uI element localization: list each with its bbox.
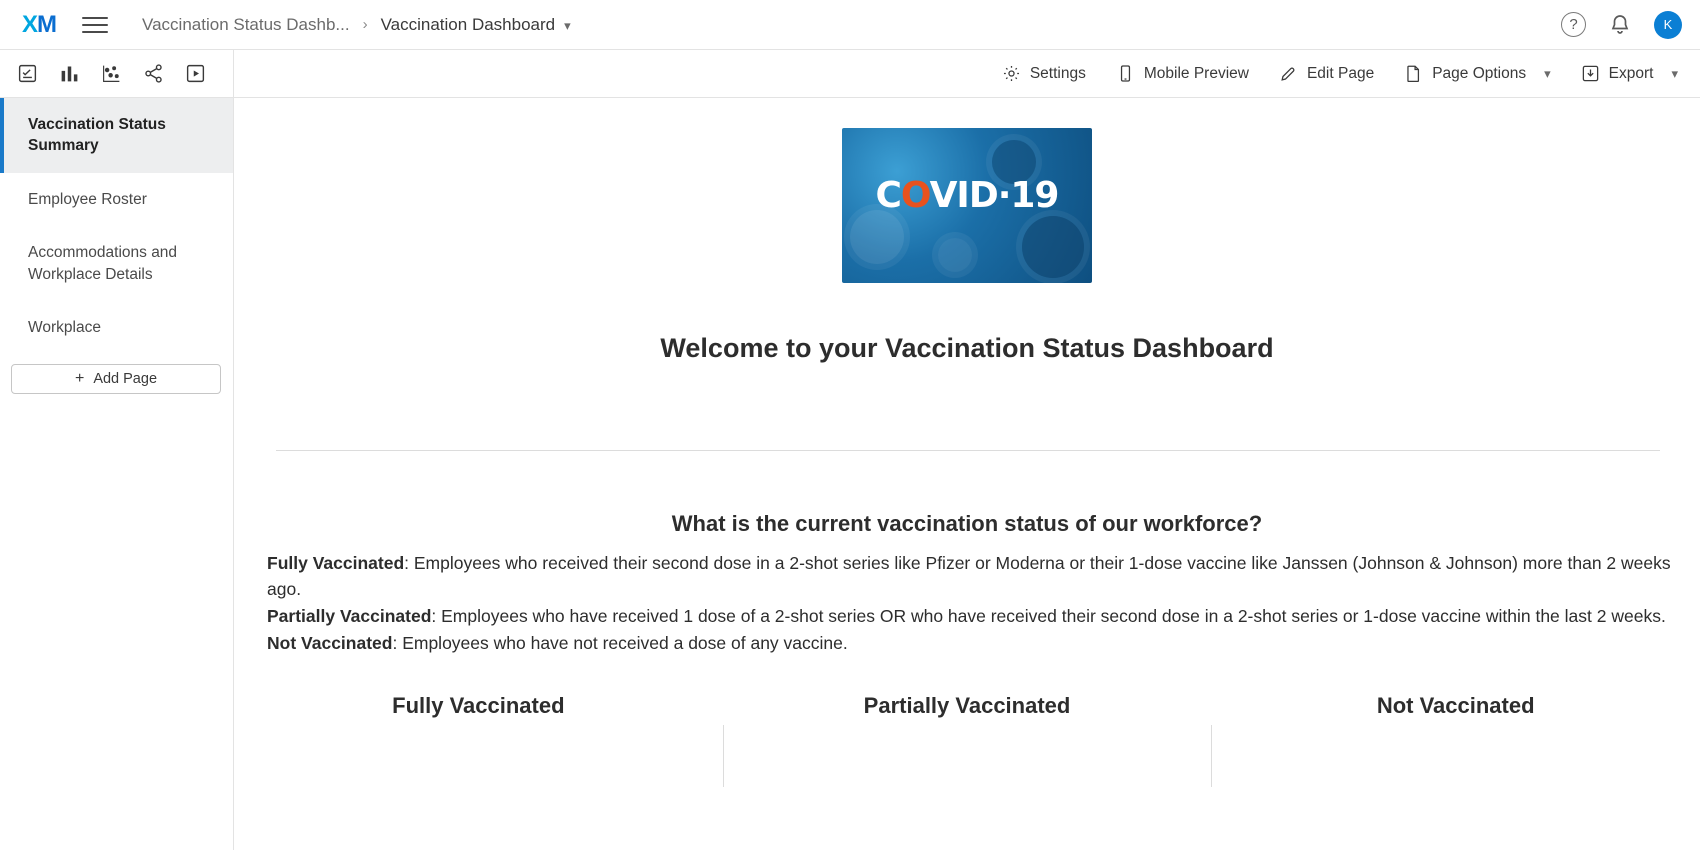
mobile-preview-label: Mobile Preview xyxy=(1143,64,1249,82)
section-divider xyxy=(276,450,1660,451)
definition-fully-vaccinated xyxy=(267,551,1678,603)
section-question: What is the current vaccination status of our workforce? xyxy=(671,511,1263,536)
dashboard-content xyxy=(234,98,1700,850)
toolbar xyxy=(0,50,1700,98)
definition-term: Partially Vaccinated xyxy=(267,605,432,626)
page-title: Welcome to your Vaccination Status Dashboard xyxy=(660,333,1274,363)
chevron-down-icon[interactable]: ▾ xyxy=(564,17,571,33)
notifications-bell-icon[interactable] xyxy=(1608,13,1632,37)
sidebar-item-label: Accommodations and Workplace Details xyxy=(28,244,178,283)
top-bar-right xyxy=(1561,11,1682,39)
status-column-label: Not Vaccinated xyxy=(1376,692,1535,718)
bar-chart-icon[interactable] xyxy=(58,63,80,85)
hamburger-icon[interactable] xyxy=(82,17,108,33)
chevron-down-icon[interactable]: ▾ xyxy=(1671,65,1678,81)
chevron-down-icon[interactable]: ▾ xyxy=(1544,65,1551,81)
page-options-label: Page Options xyxy=(1432,64,1527,82)
plus-icon: + xyxy=(74,370,85,388)
definition-term: Not Vaccinated xyxy=(267,632,393,653)
page-body xyxy=(0,98,1700,850)
sidebar-item-label: Workplace xyxy=(28,318,101,336)
top-bar xyxy=(0,0,1700,50)
breadcrumb-parent[interactable]: Vaccination Status Dashb... xyxy=(142,14,350,34)
status-columns xyxy=(234,691,1700,777)
sidebar-item-workplace[interactable] xyxy=(0,301,233,354)
sidebar-item-label: Vaccination Status Summary xyxy=(28,116,166,155)
widget-icon-strip xyxy=(0,50,234,97)
status-column-fully-vaccinated xyxy=(234,691,723,777)
definition-text: : Employees who received their second dose in a 2-shot series like Pfizer or Moderna or their 1-dose vaccine like Janssen (Johnson & Johnson) more than 2 weeks ago. xyxy=(267,553,1671,599)
checklist-icon[interactable] xyxy=(16,63,38,85)
settings-label: Settings xyxy=(1029,64,1086,82)
edit-page-label: Edit Page xyxy=(1306,64,1375,82)
play-box-icon[interactable] xyxy=(184,63,206,85)
export-label: Export xyxy=(1608,64,1654,82)
sidebar-item-accommodations-and-workplace-details[interactable] xyxy=(0,226,233,301)
avatar[interactable]: K xyxy=(1654,11,1682,39)
sidebar-item-vaccination-status-summary[interactable] xyxy=(0,98,233,173)
breadcrumb-current-label: Vaccination Dashboard xyxy=(380,14,556,34)
scatter-icon[interactable] xyxy=(100,63,122,85)
share-icon[interactable] xyxy=(142,63,164,85)
definition-term: Fully Vaccinated xyxy=(267,553,405,573)
status-column-label: Fully Vaccinated xyxy=(392,692,565,718)
edit-page-button[interactable] xyxy=(1279,64,1374,83)
breadcrumb-separator: › xyxy=(362,16,368,33)
add-page-label: Add Page xyxy=(93,371,158,388)
settings-button[interactable] xyxy=(1002,64,1086,83)
page-options-button[interactable] xyxy=(1404,64,1550,83)
definition-partially-vaccinated xyxy=(267,604,1678,630)
sidebar-item-label: Employee Roster xyxy=(28,190,147,208)
sidebar xyxy=(0,98,234,850)
definition-text: : Employees who have not received a dose of any vaccine. xyxy=(392,632,848,653)
xm-logo[interactable]: XM xyxy=(22,10,57,38)
breadcrumb-current[interactable] xyxy=(381,15,571,35)
help-icon[interactable]: ? xyxy=(1561,12,1586,37)
covid-banner-image xyxy=(842,128,1092,283)
definition-not-vaccinated xyxy=(267,631,1678,657)
export-button[interactable] xyxy=(1581,64,1678,83)
status-column-not-vaccinated xyxy=(1211,691,1700,777)
status-column-partially-vaccinated xyxy=(723,691,1212,777)
toolbar-actions xyxy=(1002,64,1700,83)
sidebar-item-employee-roster[interactable] xyxy=(0,173,233,226)
definition-text: : Employees who have received 1 dose of a 2-shot series OR who have received their second dose in a 2-shot series or 1-dose vaccine within the last 2 weeks. xyxy=(431,605,1666,626)
covid-banner-text: COVID·19 xyxy=(875,175,1059,216)
status-column-label: Partially Vaccinated xyxy=(863,692,1071,718)
add-page-button[interactable] xyxy=(11,364,221,394)
definitions-block xyxy=(267,551,1678,657)
mobile-preview-button[interactable] xyxy=(1116,64,1249,83)
